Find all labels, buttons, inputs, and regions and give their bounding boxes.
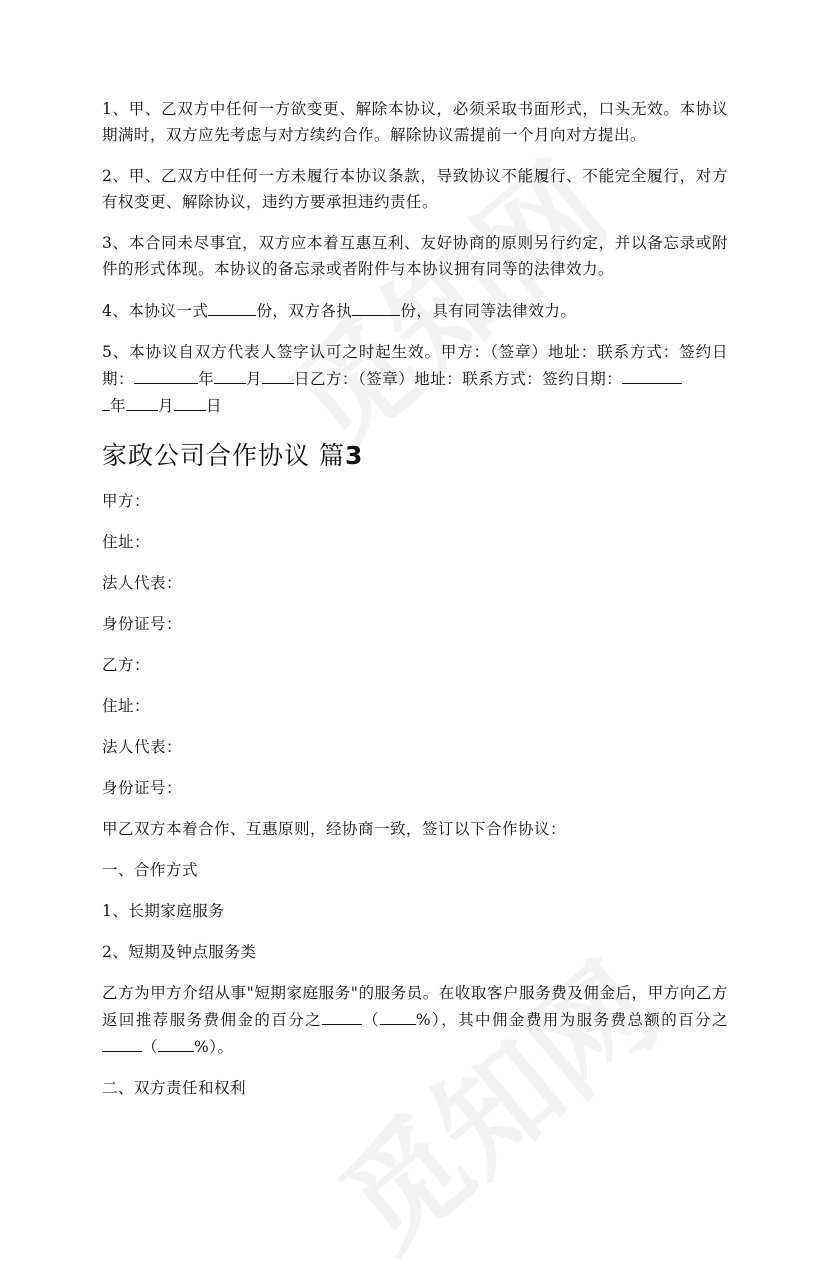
percent-blank <box>158 1033 194 1052</box>
month-blank <box>214 365 246 384</box>
id-number-field: 身份证号： <box>102 779 183 797</box>
commission-paragraph: 乙方为甲方介绍从事"短期家庭服务"的服务员。在收取客户服务费及佣金后，甲方向乙方返回推荐服务费佣金的百分之 （ %），其中佣金费用为服务费总额的百分之（ %）。 <box>102 984 728 1056</box>
list-item: 2、短期及钟点服务类 <box>102 943 257 961</box>
clause-paragraph: 1、甲、乙双方中任何一方欲变更、解除本协议，必须采取书面形式，口头无效。本协议期满时，双方应先考虑与对方续约合作。解除协议需提前一个月向对方提出。 <box>102 100 728 144</box>
address-field: 住址： <box>102 533 151 551</box>
day-blank <box>174 392 206 411</box>
party-a-field: 甲方： <box>102 492 151 510</box>
clause-5-paragraph: 5、本协议自双方代表人签字认可之时起生效。甲方：（签章）地址：联系方式：签约日期： 年 月 日乙方：（签章）地址：联系方式：签约日期： 年 月 日 <box>102 343 728 415</box>
id-number-field: 身份证号： <box>102 615 183 633</box>
day-blank <box>262 365 294 384</box>
percent-blank <box>380 1006 416 1025</box>
percent-blank <box>322 1006 362 1025</box>
copies-blank <box>208 297 256 316</box>
intro-paragraph: 甲乙双方本着合作、互惠原则，经协商一致，签订以下合作协议： <box>102 820 567 838</box>
section-1-title: 一、合作方式 <box>102 861 199 879</box>
document-body <box>102 96 728 1116</box>
percent-blank <box>102 1033 142 1052</box>
list-item: 1、长期家庭服务 <box>102 902 225 920</box>
clause-paragraph: 2、甲、乙双方中任何一方未履行本协议条款，导致协议不能履行、不能完全履行，对方有权变更、解除协议，违约方要承担违约责任。 <box>102 167 728 211</box>
clause-4-paragraph: 4、本协议一式 份，双方各执 份，具有同等法律效力。 <box>102 297 728 324</box>
section-2-title: 二、双方责任和权利 <box>102 1079 247 1097</box>
legal-rep-field: 法人代表： <box>102 574 183 592</box>
copies-each-blank <box>352 297 400 316</box>
year-blank <box>134 365 198 384</box>
legal-rep-field: 法人代表： <box>102 738 183 756</box>
address-field: 住址： <box>102 697 151 715</box>
section-heading: 家政公司合作协议 篇3 <box>102 441 364 470</box>
party-b-field: 乙方： <box>102 656 151 674</box>
clause-paragraph: 3、本合同未尽事宜，双方应本着互惠互利、友好协商的原则另行约定，并以备忘录或附件的形式体现。本协议的备忘录或者附件与本协议拥有同等的法律效力。 <box>102 234 728 278</box>
month-blank <box>126 392 158 411</box>
year-blank <box>622 365 682 384</box>
